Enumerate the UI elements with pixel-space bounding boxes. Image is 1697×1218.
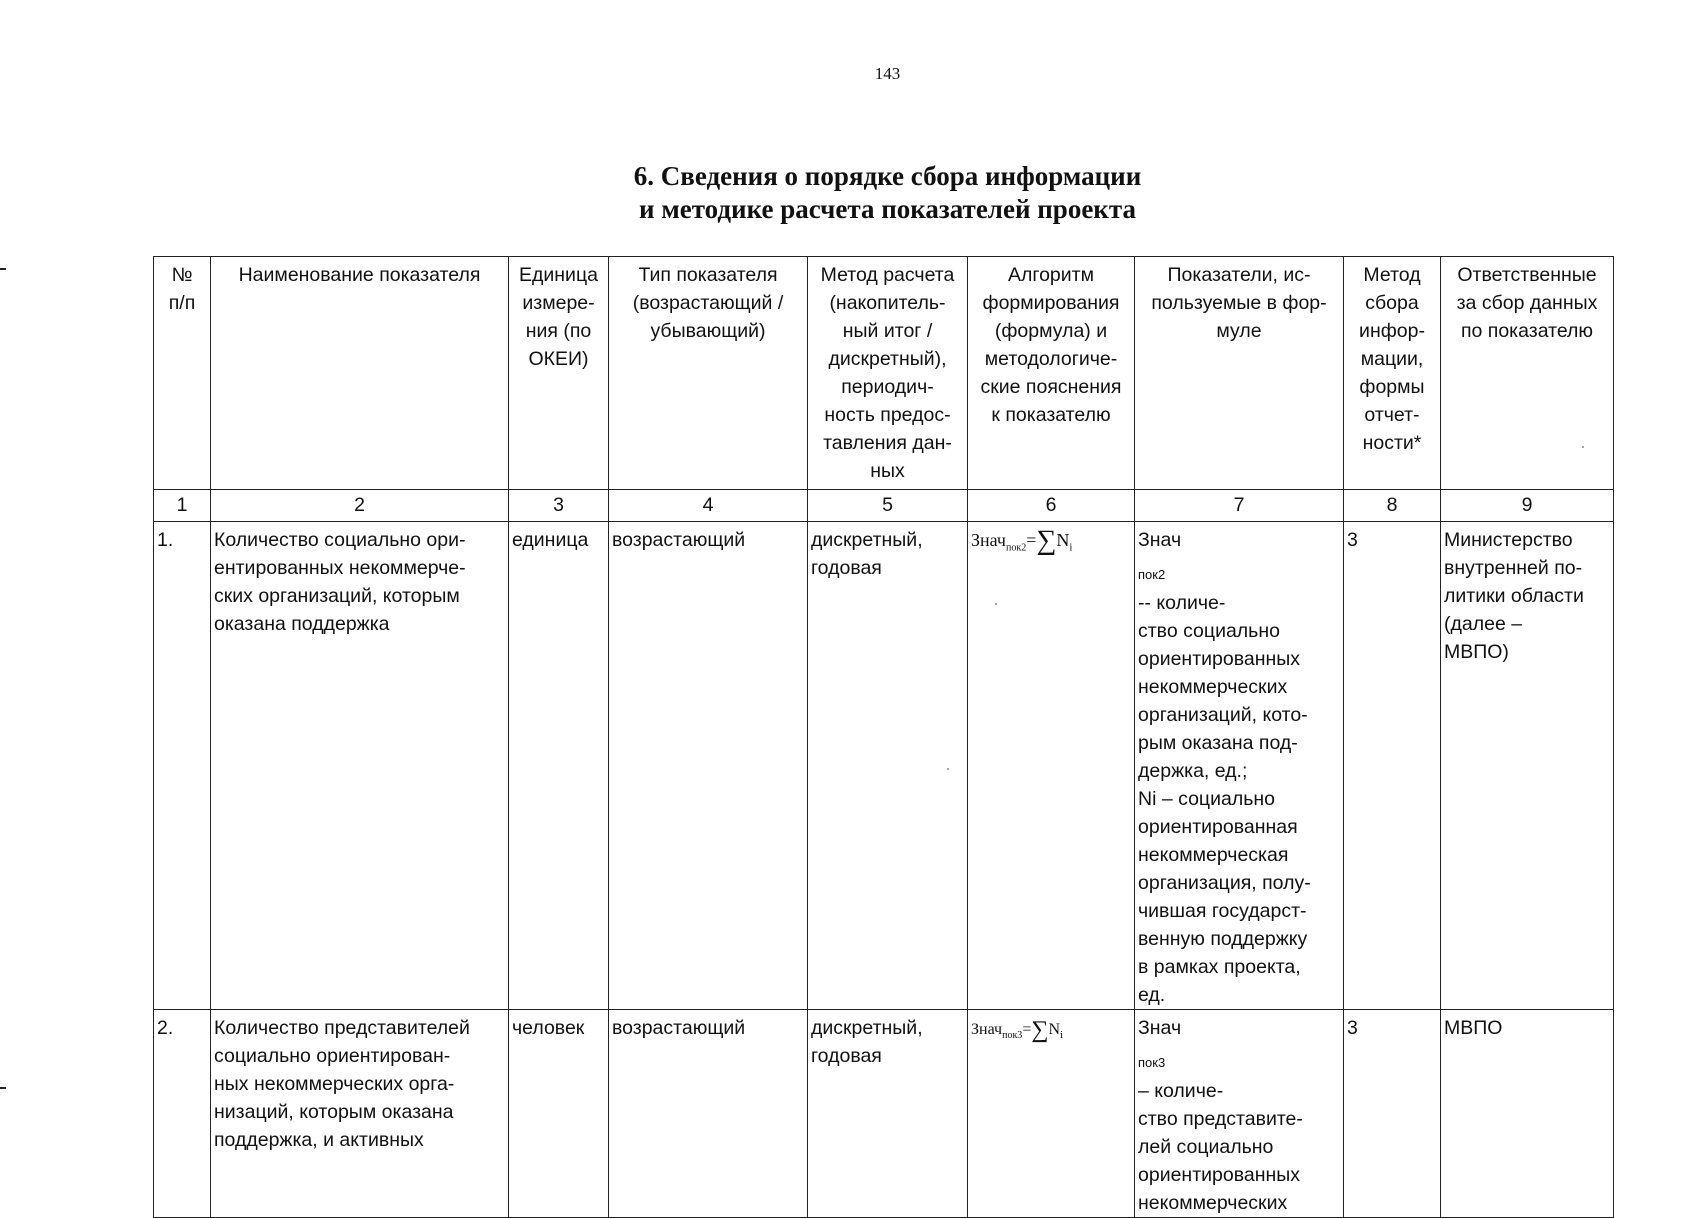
table-row — [154, 1009, 1614, 1217]
header-method — [808, 257, 968, 490]
var-desc: -- количе- — [1138, 591, 1226, 614]
var-sub: пок2 — [1138, 566, 1166, 582]
header-line: № — [171, 264, 193, 286]
scan-speck — [947, 768, 949, 770]
column-number: 5 — [808, 490, 968, 522]
header-line: формирования — [982, 292, 1120, 314]
header-responsible — [1441, 257, 1614, 490]
header-line: ный итог / — [842, 320, 933, 342]
formula-variables-lines — [1138, 526, 1340, 1009]
formula-variables — [1135, 1009, 1344, 1217]
text-line: организаций, кото- — [1138, 703, 1308, 726]
page-number: 143 — [874, 64, 901, 83]
column-number-row — [154, 490, 1614, 522]
formula-rhs — [1048, 1020, 1064, 1042]
calc-method — [808, 1009, 968, 1217]
text-line: Министерство — [1444, 529, 1573, 551]
formula-rhs — [1056, 530, 1073, 554]
header-line: дискретный), — [828, 348, 947, 370]
var-desc: – количе- — [1138, 1079, 1224, 1102]
text-line: рым оказана под- — [1138, 731, 1298, 754]
text-line — [1138, 1014, 1340, 1105]
text-line: Количество представителей — [214, 1016, 470, 1039]
header-variables-lines — [1138, 261, 1340, 345]
calc-method — [808, 522, 968, 1010]
formula-cell — [968, 522, 1135, 1010]
text-line: оказана поддержка — [214, 613, 390, 635]
header-line: инфор- — [1359, 320, 1425, 342]
responsible-lines — [1444, 1014, 1610, 1042]
formula-lhs-sub: пок2 — [1005, 542, 1027, 554]
header-collection-method — [1344, 257, 1441, 490]
formula-variables-lines — [1138, 1014, 1340, 1217]
header-line: пользуемые в фор- — [1151, 292, 1327, 314]
header-line: ных — [870, 460, 905, 482]
scan-speck — [995, 603, 997, 605]
text-line: некоммерческих — [1138, 1191, 1288, 1214]
header-algorithm-lines — [971, 261, 1131, 429]
header-line: Единица — [519, 264, 598, 286]
var-name: Знач — [1138, 1016, 1182, 1039]
header-line: периодич- — [841, 376, 934, 398]
indicator-name-lines — [214, 1014, 505, 1154]
collection-method: 3 — [1344, 522, 1441, 1010]
indicator-name — [211, 522, 509, 1010]
text-line: венную поддержку — [1138, 927, 1308, 950]
header-line: ния (по — [525, 320, 592, 342]
header-collection-lines — [1347, 261, 1437, 457]
text-line: МВПО) — [1444, 641, 1509, 663]
header-algorithm — [968, 257, 1135, 490]
header-row — [154, 257, 1614, 490]
sigma-icon: ∑ — [1031, 1016, 1049, 1043]
header-line: за сбор данных — [1456, 292, 1598, 314]
header-line: ность предос- — [824, 404, 951, 426]
text-line: ориентированных — [1138, 1163, 1300, 1186]
header-line: по показателю — [1460, 320, 1594, 342]
header-name — [211, 257, 509, 490]
text-line: литики области — [1444, 585, 1584, 607]
text-line — [1138, 526, 1340, 617]
formula-lhs: Знач — [971, 530, 1006, 550]
text-line: ед. — [1138, 983, 1166, 1006]
text-line: годовая — [811, 557, 882, 579]
margin-tick — [0, 1087, 6, 1089]
header-method-lines — [811, 261, 964, 485]
row-number: 1. — [154, 522, 211, 1010]
text-line: ских организаций, которым — [214, 585, 460, 607]
responsible — [1441, 1009, 1614, 1217]
text-line: чившая государст- — [1138, 899, 1307, 922]
text-line: ных некоммерческих орга- — [214, 1072, 455, 1095]
table-row — [154, 522, 1614, 1010]
header-line: (формула) и — [994, 320, 1108, 342]
header-line: Наименование показателя — [238, 264, 481, 286]
formula-rhs-var: N — [1048, 1020, 1061, 1038]
header-line: ности* — [1362, 432, 1422, 454]
header-line: отчет- — [1364, 404, 1420, 426]
text-line: дискретный, — [811, 529, 923, 551]
text-line: социально ориентирован- — [214, 1044, 451, 1067]
header-line: Алгоритм — [1008, 264, 1094, 286]
indicator-type: возрастающий — [609, 522, 808, 1010]
formula-rhs-sub: i — [1060, 1029, 1064, 1042]
header-variables — [1135, 257, 1344, 490]
text-line: ство представите- — [1138, 1107, 1303, 1130]
header-line: Метод расчета — [820, 264, 955, 286]
header-num-lines — [157, 261, 207, 317]
header-line: ОКЕИ) — [528, 348, 589, 370]
collection-method: 3 — [1344, 1009, 1441, 1217]
formula: $Знач_{пок2}=\sum N_i$ — [971, 525, 1073, 556]
header-line: к показателю — [991, 404, 1111, 426]
indicators-table — [153, 256, 1614, 1218]
header-line: (возрастающий / — [632, 292, 784, 314]
column-number: 1 — [154, 490, 211, 522]
header-responsible-lines — [1444, 261, 1610, 345]
header-line: измере- — [522, 292, 595, 314]
text-line: организация, полу- — [1138, 871, 1311, 894]
formula-rhs-var: N — [1056, 530, 1070, 550]
unit: единица — [509, 522, 609, 1010]
header-line: формы — [1359, 376, 1425, 398]
formula: $Знач_{пок3}=\sum N_i$ — [971, 1016, 1064, 1043]
text-line: внутренней по- — [1444, 557, 1583, 579]
column-number: 4 — [609, 490, 808, 522]
formula-variables — [1135, 522, 1344, 1010]
unit: человек — [509, 1009, 609, 1217]
calc-method-lines — [811, 526, 964, 582]
indicator-name — [211, 1009, 509, 1217]
text-line: ориентированных — [1138, 647, 1300, 670]
indicator-name-lines — [214, 526, 505, 638]
header-type — [609, 257, 808, 490]
header-line: п/п — [168, 292, 196, 314]
header-unit-lines — [512, 261, 605, 373]
header-line: убывающий) — [650, 320, 766, 342]
text-line: в рамках проекта, — [1138, 955, 1301, 978]
header-line: муле — [1216, 320, 1262, 342]
header-line: ские пояснения — [980, 376, 1122, 398]
column-number: 8 — [1344, 490, 1441, 522]
formula-lhs-sub: пок3 — [1002, 1030, 1023, 1042]
scan-speck — [1582, 446, 1584, 448]
calc-method-lines — [811, 1014, 964, 1070]
text-line: поддержка, и активных — [214, 1128, 424, 1151]
header-line: методологиче- — [984, 348, 1118, 370]
text-line: годовая — [811, 1044, 882, 1067]
row-number: 2. — [154, 1009, 211, 1217]
text-line: Количество социально ори- — [214, 529, 466, 551]
header-type-lines — [612, 261, 804, 345]
column-number: 3 — [509, 490, 609, 522]
var-sub: пок3 — [1138, 1054, 1166, 1070]
text-line: Ni – социально — [1138, 787, 1275, 810]
header-line: Ответственные — [1457, 264, 1597, 286]
header-unit — [509, 257, 609, 490]
column-number: 9 — [1441, 490, 1614, 522]
column-number: 2 — [211, 490, 509, 522]
formula-cell — [968, 1009, 1135, 1217]
text-line: (далее – — [1444, 613, 1523, 635]
header-num — [154, 257, 211, 490]
text-line: МВПО — [1444, 1016, 1503, 1039]
sigma-icon: ∑ — [1036, 525, 1057, 556]
formula-lhs: Знач — [971, 1020, 1003, 1038]
var-name: Знач — [1138, 529, 1182, 551]
header-name-lines — [214, 261, 505, 289]
header-line: Метод — [1363, 264, 1421, 286]
text-line: низаций, которым оказана — [214, 1100, 454, 1123]
title-line-1: 6. Сведения о порядке сбора информации — [633, 161, 1142, 191]
column-number: 7 — [1135, 490, 1344, 522]
indicator-type: возрастающий — [609, 1009, 808, 1217]
text-line: лей социально — [1138, 1135, 1274, 1158]
header-line: (накопитель- — [829, 292, 946, 314]
text-line: дискретный, — [811, 1016, 923, 1039]
header-line: мации, — [1360, 348, 1424, 370]
responsible — [1441, 522, 1614, 1010]
formula-rhs-sub: i — [1069, 541, 1073, 554]
column-number: 6 — [968, 490, 1135, 522]
text-line: держка, ед.; — [1138, 759, 1248, 782]
text-line: некоммерческих — [1138, 675, 1288, 698]
text-line: некоммерческая — [1138, 843, 1289, 866]
text-line: ориентированная — [1138, 815, 1298, 838]
section-title — [0, 160, 1697, 226]
header-line: тавления дан- — [823, 432, 952, 454]
margin-tick — [0, 268, 6, 270]
header-line: Тип показателя — [638, 264, 778, 286]
text-line: ство социально — [1138, 619, 1280, 642]
text-line: ентированных некоммерче- — [214, 557, 466, 579]
header-line: сбора — [1365, 292, 1419, 314]
header-line: Показатели, ис- — [1167, 264, 1311, 286]
responsible-lines — [1444, 526, 1610, 666]
title-line-2: и методике расчета показателей проекта — [639, 194, 1136, 224]
